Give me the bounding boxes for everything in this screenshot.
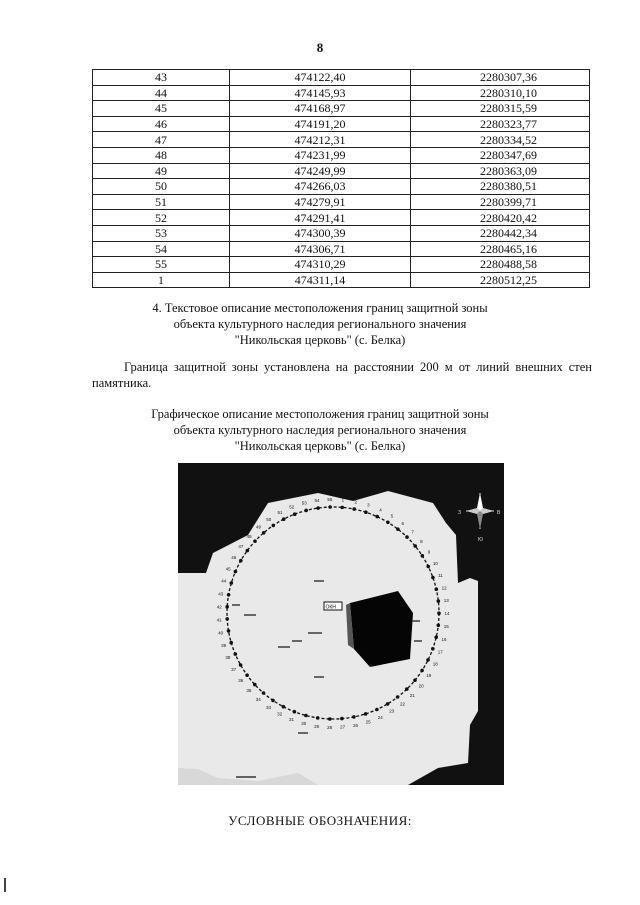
boundary-point-label: 39 bbox=[221, 642, 227, 648]
boundary-point-label: 19 bbox=[426, 672, 432, 678]
table-row bbox=[93, 257, 590, 273]
boundary-point-label: 2 bbox=[354, 499, 358, 505]
boundary-point-label: 4 bbox=[379, 507, 382, 513]
y-coordinate-cell: 2280380,51 bbox=[411, 179, 590, 195]
boundary-point-label: 31 bbox=[288, 717, 295, 723]
x-coordinate-cell: 474191,20 bbox=[230, 116, 411, 132]
graphic-title-line3: "Никольская церковь" (с. Белка) bbox=[234, 439, 406, 453]
boundary-point bbox=[386, 702, 390, 706]
graphic-title-line2: объекта культурного наследия регионального значения bbox=[173, 423, 467, 437]
boundary-point-label: 11 bbox=[438, 572, 443, 578]
boundary-point bbox=[234, 570, 238, 574]
boundary-point bbox=[413, 678, 417, 682]
protection-zone-map bbox=[178, 463, 504, 785]
boundary-point bbox=[282, 517, 286, 521]
boundary-point-label: 32 bbox=[277, 711, 283, 717]
graphic-title-line1: Графическое описание местоположения границ защитной зоны bbox=[151, 407, 489, 421]
boundary-point bbox=[437, 624, 441, 628]
y-coordinate-cell: 2280399,71 bbox=[411, 194, 590, 210]
boundary-point bbox=[234, 652, 238, 656]
boundary-point bbox=[426, 658, 430, 662]
compass-rose bbox=[458, 493, 501, 543]
boundary-point-label: 18 bbox=[432, 661, 438, 667]
boundary-point bbox=[405, 687, 409, 691]
boundary-point bbox=[434, 635, 438, 639]
boundary-point-label: 10 bbox=[432, 560, 438, 566]
boundary-point-label: 25 bbox=[365, 719, 371, 725]
y-coordinate-cell: 2280442,34 bbox=[411, 225, 590, 241]
table-row bbox=[93, 101, 590, 117]
x-coordinate-cell: 474231,99 bbox=[230, 147, 411, 163]
boundary-point bbox=[328, 505, 332, 509]
boundary-point-label: 53 bbox=[301, 500, 307, 506]
compass-west-label: З bbox=[458, 510, 462, 516]
y-coordinate-cell: 2280465,16 bbox=[411, 241, 590, 257]
y-coordinate-cell: 2280512,25 bbox=[411, 272, 590, 288]
x-coordinate-cell: 474212,31 bbox=[230, 132, 411, 148]
boundary-point bbox=[364, 510, 368, 514]
boundary-point bbox=[225, 605, 229, 609]
boundary-point-label: 48 bbox=[246, 533, 252, 539]
boundary-point bbox=[328, 717, 332, 721]
table-row bbox=[93, 241, 590, 257]
boundary-point bbox=[225, 617, 229, 621]
boundary-point-label: 34 bbox=[255, 697, 261, 702]
table-row bbox=[93, 210, 590, 226]
boundary-point bbox=[253, 539, 257, 543]
x-coordinate-cell: 474310,29 bbox=[230, 257, 411, 273]
boundary-point-label: 3 bbox=[367, 502, 370, 508]
x-coordinate-cell: 474249,99 bbox=[230, 163, 411, 179]
boundary-point-label: 29 bbox=[314, 723, 320, 729]
boundary-point-label: 23 bbox=[389, 708, 395, 714]
boundary-point bbox=[386, 521, 390, 525]
boundary-point bbox=[304, 509, 308, 513]
boundary-point bbox=[293, 710, 297, 714]
point-number-cell: 1 bbox=[93, 272, 230, 288]
table-row bbox=[93, 225, 590, 241]
boundary-point-label: 41 bbox=[216, 617, 222, 623]
point-number-cell: 53 bbox=[93, 225, 230, 241]
table-row bbox=[93, 272, 590, 288]
boundary-point-label: 54 bbox=[314, 498, 320, 504]
boundary-point bbox=[272, 524, 276, 528]
y-coordinate-cell: 2280488,58 bbox=[411, 257, 590, 273]
section4-title-line1: 4. Текстовое описание местоположения границ защитной зоны bbox=[152, 301, 488, 315]
point-number-cell: 44 bbox=[93, 85, 230, 101]
table-row bbox=[93, 70, 590, 86]
point-number-cell: 54 bbox=[93, 241, 230, 257]
boundary-point-label: 21 bbox=[409, 692, 415, 698]
table-row bbox=[93, 194, 590, 210]
boundary-point bbox=[229, 641, 233, 645]
point-number-cell: 52 bbox=[93, 210, 230, 226]
boundary-point-label: 55 bbox=[327, 497, 333, 502]
boundary-point-label: 20 bbox=[418, 683, 424, 689]
section4-title-line3: "Никольская церковь" (с. Белка) bbox=[234, 333, 406, 347]
boundary-point bbox=[375, 515, 379, 519]
point-number-cell: 51 bbox=[93, 194, 230, 210]
boundary-point bbox=[246, 549, 250, 553]
compass-south-label: Ю bbox=[478, 537, 484, 543]
y-coordinate-cell: 2280323,77 bbox=[411, 116, 590, 132]
x-coordinate-cell: 474122,40 bbox=[230, 70, 411, 86]
boundary-point-label: 42 bbox=[216, 604, 222, 610]
boundary-point bbox=[352, 715, 356, 719]
boundary-point bbox=[437, 611, 441, 615]
boundary-point-label: 37 bbox=[231, 666, 237, 672]
y-coordinate-cell: 2280310,10 bbox=[411, 85, 590, 101]
boundary-point-label: 17 bbox=[437, 649, 443, 655]
boundary-point bbox=[230, 581, 234, 585]
boundary-point bbox=[435, 587, 439, 591]
boundary-point bbox=[340, 506, 344, 510]
x-coordinate-cell: 474279,91 bbox=[230, 194, 411, 210]
boundary-point-label: 40 bbox=[218, 630, 224, 636]
boundary-point-label: 24 bbox=[377, 714, 383, 720]
compass-east-label: В bbox=[497, 510, 501, 516]
boundary-point-label: 8 bbox=[420, 539, 423, 544]
boundary-point bbox=[426, 565, 430, 569]
page-edge-mark bbox=[4, 878, 6, 892]
point-number-cell: 50 bbox=[93, 179, 230, 195]
boundary-point-label: 49 bbox=[255, 524, 262, 530]
boundary-point bbox=[405, 535, 409, 539]
boundary-point bbox=[437, 599, 441, 603]
section4-title bbox=[0, 300, 640, 348]
y-coordinate-cell: 2280363,09 bbox=[411, 163, 590, 179]
boundary-point-label: 15 bbox=[443, 624, 449, 630]
table-row bbox=[93, 116, 590, 132]
boundary-point bbox=[420, 669, 424, 673]
point-number-cell: 46 bbox=[93, 116, 230, 132]
boundary-point bbox=[245, 673, 249, 677]
point-number-cell: 45 bbox=[93, 101, 230, 117]
point-number-cell: 47 bbox=[93, 132, 230, 148]
boundary-point bbox=[340, 717, 344, 721]
boundary-point-label: 13 bbox=[443, 598, 449, 604]
boundary-point-label: 36 bbox=[238, 677, 244, 683]
boundary-point-label: 43 bbox=[218, 591, 224, 597]
boundary-point-label: 26 bbox=[352, 722, 359, 728]
x-coordinate-cell: 474145,93 bbox=[230, 85, 411, 101]
boundary-point bbox=[375, 708, 379, 712]
boundary-point bbox=[282, 705, 286, 709]
boundary-point-label: 22 bbox=[399, 701, 406, 707]
boundary-point bbox=[431, 576, 435, 580]
table-row bbox=[93, 179, 590, 195]
x-coordinate-cell: 474168,97 bbox=[230, 101, 411, 117]
boundary-point bbox=[316, 506, 320, 510]
boundary-point-label: 33 bbox=[265, 705, 272, 710]
x-coordinate-cell: 474306,71 bbox=[230, 241, 411, 257]
section4-title-line2: объекта культурного наследия регионального значения bbox=[173, 317, 467, 331]
boundary-point-label: 52 bbox=[289, 504, 295, 510]
coordinates-table bbox=[92, 69, 590, 288]
boundary-point bbox=[431, 647, 435, 651]
table-row bbox=[93, 132, 590, 148]
y-coordinate-cell: 2280347,69 bbox=[411, 147, 590, 163]
boundary-paragraph-text: Граница защитной зоны установлена на расстоянии 200 м от линий внешних стен памятника. bbox=[92, 360, 592, 390]
boundary-point bbox=[364, 712, 368, 716]
boundary-point bbox=[413, 544, 417, 548]
boundary-point-label: 35 bbox=[246, 688, 252, 693]
terrain-area bbox=[178, 491, 478, 785]
boundary-point-label: 47 bbox=[238, 543, 244, 549]
boundary-point-label: 45 bbox=[225, 566, 231, 572]
boundary-point bbox=[239, 559, 243, 563]
boundary-point bbox=[304, 714, 308, 718]
boundary-point-label: 14 bbox=[444, 611, 450, 617]
y-coordinate-cell: 2280334,52 bbox=[411, 132, 590, 148]
page-number: 8 bbox=[316, 40, 324, 55]
table-row bbox=[93, 85, 590, 101]
boundary-point bbox=[227, 593, 231, 597]
boundary-point-label: 1 bbox=[341, 497, 345, 503]
boundary-point bbox=[352, 507, 356, 511]
boundary-point-label: 16 bbox=[441, 637, 447, 642]
boundary-point bbox=[396, 695, 400, 699]
x-coordinate-cell: 474266,03 bbox=[230, 179, 411, 195]
x-coordinate-cell: 474291,41 bbox=[230, 210, 411, 226]
boundary-point-label: 5 bbox=[390, 513, 394, 519]
boundary-point bbox=[239, 663, 243, 667]
x-coordinate-cell: 474300,39 bbox=[230, 225, 411, 241]
building-label: ОКН bbox=[325, 604, 336, 611]
boundary-paragraph bbox=[92, 359, 592, 391]
point-number-cell: 43 bbox=[93, 70, 230, 86]
y-coordinate-cell: 2280307,36 bbox=[411, 70, 590, 86]
boundary-point-label: 51 bbox=[277, 510, 283, 516]
x-coordinate-cell: 474311,14 bbox=[230, 272, 411, 288]
boundary-point bbox=[293, 512, 297, 516]
table-row bbox=[93, 163, 590, 179]
graphic-section-title bbox=[0, 406, 640, 454]
boundary-point bbox=[227, 629, 231, 633]
boundary-point-label: 6 bbox=[401, 520, 405, 526]
boundary-point bbox=[262, 531, 266, 535]
boundary-point-label: 7 bbox=[411, 529, 414, 535]
boundary-point bbox=[421, 554, 425, 558]
boundary-point-label: 50 bbox=[266, 516, 272, 522]
boundary-point-label: 28 bbox=[327, 724, 333, 730]
boundary-point-label: 9 bbox=[427, 549, 431, 555]
table-row bbox=[93, 147, 590, 163]
boundary-point-label: 38 bbox=[225, 655, 231, 661]
y-coordinate-cell: 2280420,42 bbox=[411, 210, 590, 226]
boundary-point-label: 46 bbox=[231, 554, 237, 560]
boundary-point bbox=[262, 691, 266, 695]
boundary-point-label: 44 bbox=[221, 578, 227, 584]
boundary-point bbox=[253, 683, 257, 687]
boundary-point-label: 27 bbox=[340, 724, 346, 730]
point-number-cell: 48 bbox=[93, 147, 230, 163]
y-coordinate-cell: 2280315,59 bbox=[411, 101, 590, 117]
boundary-point bbox=[316, 716, 320, 720]
point-number-cell: 49 bbox=[93, 163, 230, 179]
boundary-point bbox=[396, 527, 400, 531]
point-number-cell: 55 bbox=[93, 257, 230, 273]
legend-title: УСЛОВНЫЕ ОБОЗНАЧЕНИЯ: bbox=[228, 813, 412, 828]
boundary-point-label: 12 bbox=[441, 585, 447, 591]
boundary-point bbox=[271, 699, 275, 703]
boundary-point-label: 30 bbox=[301, 721, 307, 727]
